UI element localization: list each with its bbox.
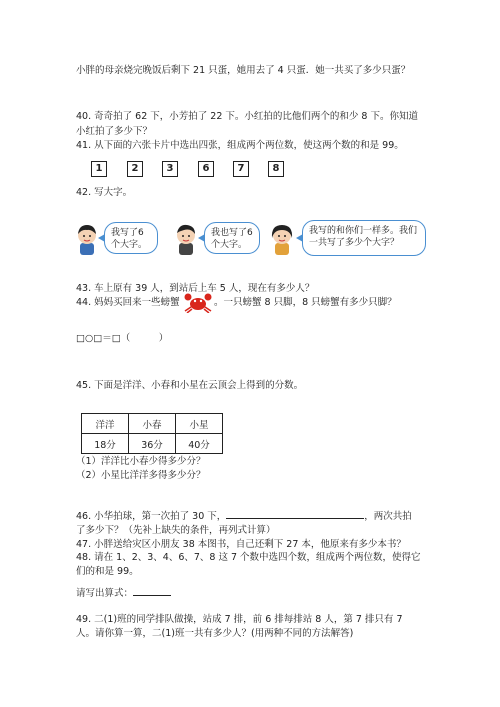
crab-icon (183, 291, 213, 313)
question-48-line2: 们的和是 99。 (76, 566, 139, 577)
score-table (81, 413, 223, 454)
formula-prompt (76, 585, 171, 599)
number-card: 6 (198, 161, 214, 177)
question-49-line1: 49. 二(1)班的同学排队做操，站成 7 排，前 6 排每排站 8 人，第 7 排只有 7 (76, 614, 403, 625)
question-45-sub1: （1）洋洋比小春少得多少分？ (76, 456, 206, 467)
formula-prompt-label: 请写出算式： (76, 588, 134, 599)
speech-bubble-2 (204, 222, 260, 254)
answer-formula: □○□＝□（ ） (76, 333, 169, 344)
question-46-line1 (76, 508, 412, 522)
question-intro: 小胖的母亲烧完晚饭后剩下 21 只蛋，她用去了 4 只蛋．她一共买了多少只蛋？ (76, 65, 411, 76)
table-row (82, 434, 223, 454)
question-43: 43. 车上原有 39 人，到站后上车 5 人，现在有多少人？ (76, 283, 315, 294)
question-45-sub2: （2）小星比洋洋多得多少分？ (76, 470, 206, 481)
number-card: 3 (162, 161, 178, 177)
boy-illustration (73, 222, 101, 256)
number-card: 8 (268, 161, 284, 177)
boy-illustration (172, 222, 200, 256)
table-cell: 40分 (176, 434, 223, 454)
table-header-cell: 洋洋 (82, 414, 129, 434)
table-header-cell: 小春 (129, 414, 176, 434)
question-49-line2: 人。请你算一算，二(1)班一共有多少人？(用两种不同的方法解答) (76, 628, 354, 639)
answer-blank-line[interactable] (133, 586, 171, 596)
question-44-part-a: 44. 妈妈买回来一些螃蟹 (76, 297, 180, 308)
question-48-line1: 48. 请在 1、2、3、4、6、7、8 这 7 个数中选四个数，组成两个两位数，使得它 (76, 552, 421, 563)
question-44-part-b: 。一只螃蟹 8 只脚，8 只螃蟹有多少只脚？ (214, 297, 397, 308)
bubble-3-text: 我写的和你们一样多。我们一共写了多少个大字？ (309, 226, 418, 248)
question-40-line1: 40. 奇奇拍了 62 下，小芳拍了 22 下。小红拍的比他们两个的和少 8 下。你知道 (76, 111, 418, 122)
question-41: 41. 从下面的六张卡片中选出四张，组成两个两位数，使这两个数的和是 99。 (76, 140, 404, 151)
question-42: 42. 写大字。 (76, 187, 133, 198)
bubble-2-text: 我也写了6个大字。 (211, 228, 253, 250)
number-card: 7 (233, 161, 249, 177)
question-46-line2: 了多少下？（先补上缺失的条件，再列式计算） (76, 525, 276, 536)
table-cell: 36分 (129, 434, 176, 454)
speech-bubble-3 (302, 220, 426, 256)
question-47: 47. 小胖送给灾区小朋友 38 本图书，自己还剩下 27 本，他原来有多少本书？ (76, 539, 406, 550)
question-46-part-b: ，两次共拍 (364, 511, 412, 522)
question-40-line2: 小红拍了多少下？ (76, 126, 153, 137)
answer-blank-line[interactable] (226, 509, 364, 519)
number-card: 1 (91, 161, 107, 177)
table-cell: 18分 (82, 434, 129, 454)
girl-illustration (268, 222, 296, 256)
table-header-cell: 小星 (176, 414, 223, 434)
bubble-1-text: 我写了6个大字。 (111, 228, 148, 250)
number-card: 2 (127, 161, 143, 177)
speech-bubble-1 (104, 222, 158, 254)
question-46-part-a: 46. 小华拍球，第一次拍了 30 下， (76, 511, 227, 522)
question-45: 45. 下面是洋洋、小春和小星在云顶会上得到的分数。 (76, 380, 304, 391)
table-header-row (82, 414, 223, 434)
